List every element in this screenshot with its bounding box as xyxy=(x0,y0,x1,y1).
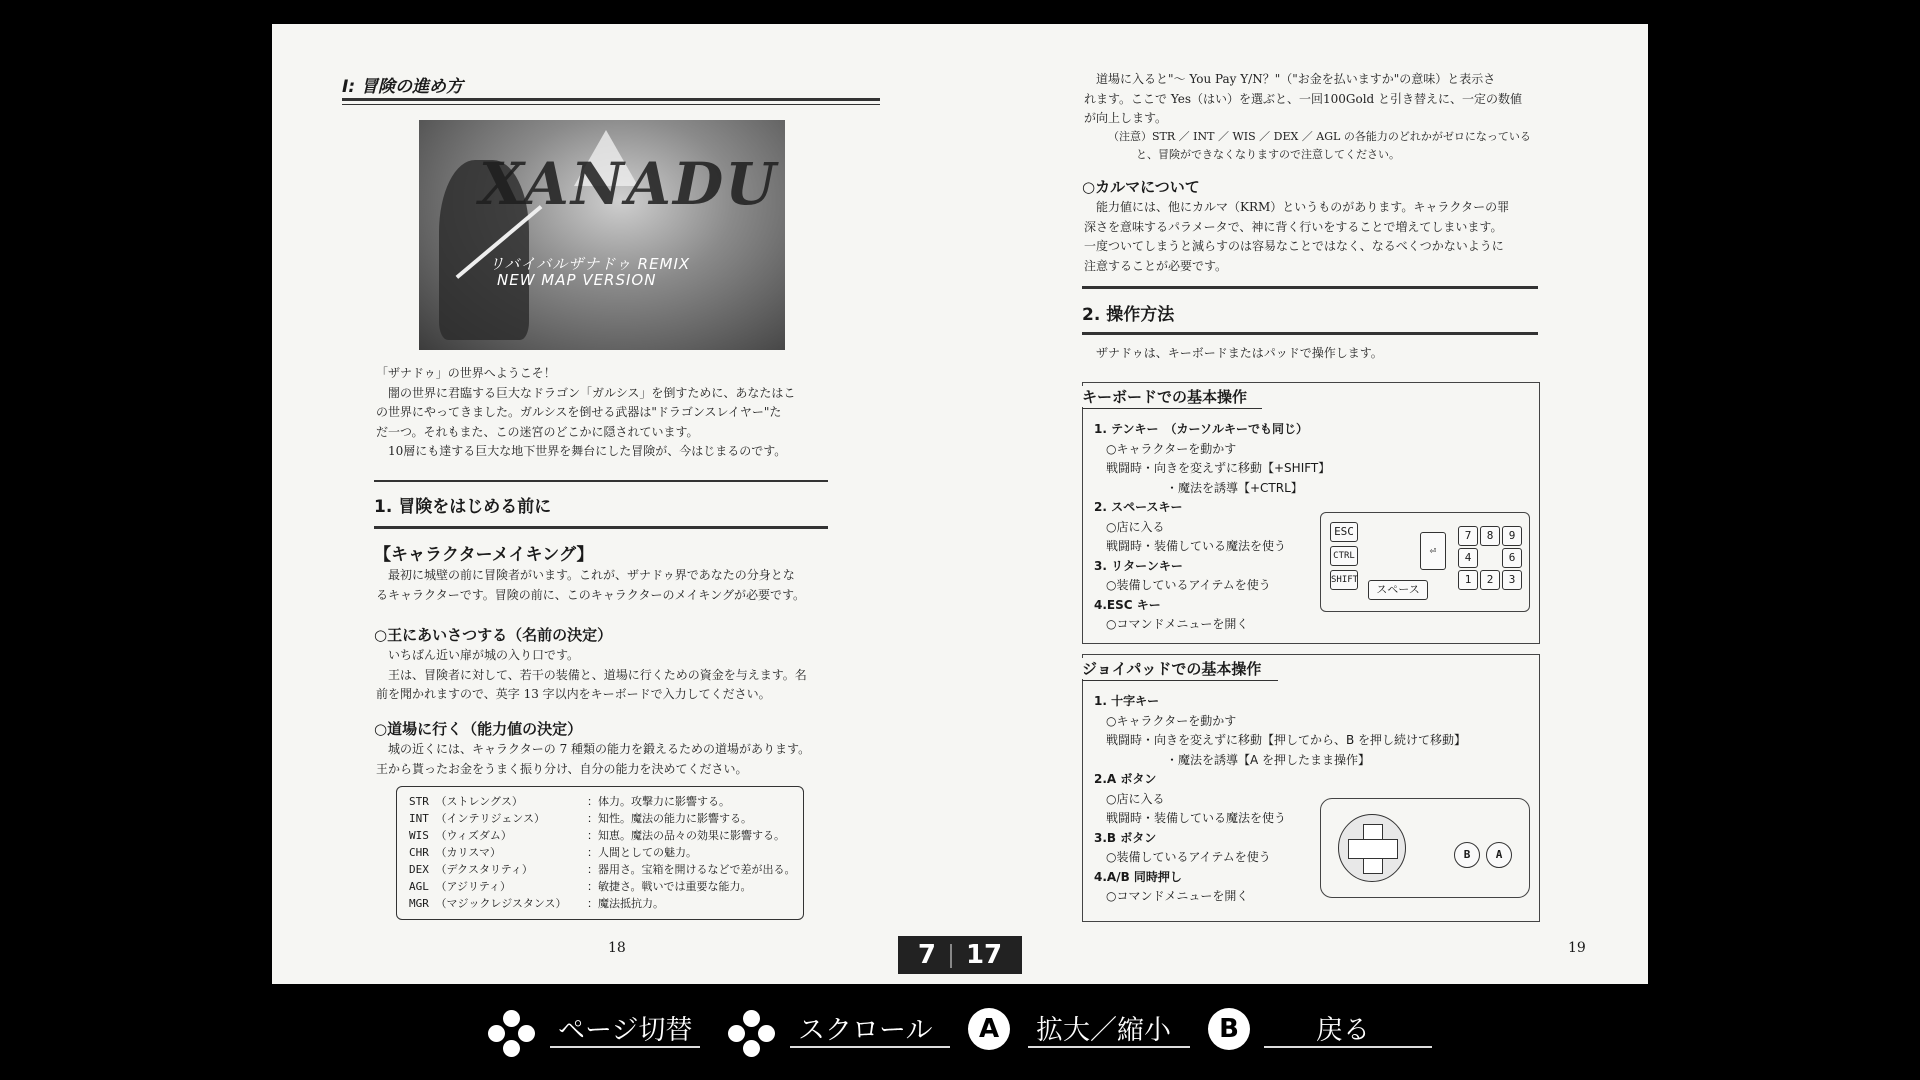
ctrl-key: CTRL xyxy=(1330,546,1358,566)
text-line: 王は、冒険者に対して、若干の装備と、道場に行くための資金を与えます。名 xyxy=(376,667,807,682)
text-line: と、冒険ができなくなりますので注意してください。 xyxy=(1136,148,1400,161)
text-line: いちばん近い扉が城の入り口です。 xyxy=(376,648,580,662)
stat-name: DEX （デクスタリティ） xyxy=(409,863,533,876)
joypad-item: ・魔法を誘導【A を押したまま操作】 xyxy=(1094,753,1371,767)
joypad-item: ○キャラクターを動かす xyxy=(1094,714,1237,728)
shift-key: SHIFT xyxy=(1330,570,1358,590)
panel-title-rule xyxy=(1082,680,1278,681)
game-logo: XANADU xyxy=(479,150,778,218)
stat-name: CHR （カリスマ） xyxy=(409,846,502,859)
logo-subtitle: リバイバルザナドゥ REMIX xyxy=(489,255,691,273)
page-number: 18 xyxy=(608,940,626,956)
back-label: 戻る xyxy=(1316,1015,1370,1046)
manual-page-left xyxy=(272,24,960,984)
caution-text xyxy=(1108,128,1578,164)
intro-text xyxy=(376,364,876,462)
control-underline xyxy=(550,1046,700,1048)
text-line: が向上します。 xyxy=(1084,111,1168,125)
numpad-9: 9 xyxy=(1502,526,1522,546)
stat-desc: ：知性。魔法の能力に影響する。 xyxy=(587,812,752,825)
joypad-panel-title: ジョイパッドでの基本操作 xyxy=(1082,658,1269,679)
zoom-label: 拡大／縮小 xyxy=(1036,1015,1171,1046)
page-counter xyxy=(898,936,1022,974)
numpad-6: 6 xyxy=(1502,548,1522,568)
stat-desc: ：知恵。魔法の品々の効果に影響する。 xyxy=(587,829,785,842)
page-switch-control[interactable] xyxy=(488,1004,712,1048)
section-title: Ⅰ: 冒険の進め方 xyxy=(342,77,464,97)
return-key-icon: ⏎ xyxy=(1420,532,1446,570)
section-rule-thin xyxy=(342,104,880,105)
manual-spread[interactable] xyxy=(272,24,1648,984)
numpad-1: 1 xyxy=(1458,570,1478,590)
controls-bar xyxy=(0,1000,1920,1080)
text-line: だ一つ。それもまた、この迷宮のどこかに隠されています。 xyxy=(376,424,699,439)
stat-row xyxy=(409,861,796,877)
pad-b-button: B xyxy=(1454,842,1480,868)
operations-intro: ザナドゥは、キーボードまたはパッドで操作します。 xyxy=(1084,346,1383,360)
stat-name: AGL （アジリティ） xyxy=(409,880,511,893)
stat-row xyxy=(409,895,664,911)
joypad-item: 戦闘時・向きを変えずに移動【押してから、B を押し続けて移動】 xyxy=(1094,733,1467,747)
text-line: 城の近くには、キャラクターの 7 種類の能力を鍛えるための道場があります。 xyxy=(376,742,811,756)
text-line: 「ザナドゥ」の世界へようこそ！ xyxy=(376,366,556,380)
keyboard-item: ○コマンドメニューを開く xyxy=(1094,617,1249,631)
dpad-clover-icon xyxy=(488,1010,534,1056)
keyboard-item: 4.ESC キー xyxy=(1094,598,1161,612)
text-line: 前を聞かれますので、英字 13 字以内をキーボードで入力してください。 xyxy=(376,687,771,701)
text-line: 注意することが必要です。 xyxy=(1084,258,1228,273)
dpad-icon xyxy=(1338,814,1406,882)
joypad-item: 2.A ボタン xyxy=(1094,772,1157,786)
ops-rule-upper xyxy=(1082,286,1538,289)
keyboard-item: ○店に入る xyxy=(1094,520,1165,534)
heading-operations: 2. 操作方法 xyxy=(1082,305,1175,325)
subheading-karma: ○カルマについて xyxy=(1082,178,1200,196)
text-line: 道場に入ると"～ You Pay Y/N？"（"お金を払いますか"の意味）と表示さ xyxy=(1084,72,1496,86)
space-key: スペース xyxy=(1368,580,1428,600)
section-rule xyxy=(342,98,880,101)
joypad-item: ○店に入る xyxy=(1094,792,1165,806)
joypad-item: 4.A/B 同時押し xyxy=(1094,870,1182,884)
character-text xyxy=(376,566,876,605)
current-page: 7 xyxy=(917,940,936,970)
subheading-king: ○王にあいさつする（名前の決定） xyxy=(374,626,613,644)
stat-row xyxy=(409,793,730,809)
stat-name: INT （インテリジェンス） xyxy=(409,812,545,825)
stat-row xyxy=(409,878,752,894)
a-button-icon: A xyxy=(968,1008,1010,1050)
joypad-item: 3.B ボタン xyxy=(1094,831,1157,845)
heading-rule-top xyxy=(374,480,828,482)
subheading-dojo: ○道場に行く（能力値の決定） xyxy=(374,720,583,738)
text-line: 闇の世界に君臨する巨大なドラゴン「ガルシス」を倒すために、あなたはこ xyxy=(376,385,796,400)
keyboard-item: ○キャラクターを動かす xyxy=(1094,442,1237,456)
joypad-item: 戦闘時・装備している魔法を使う xyxy=(1094,811,1287,825)
stat-desc: ：人間としての魅力。 xyxy=(587,846,697,859)
keyboard-item: ・魔法を誘導【+CTRL】 xyxy=(1094,481,1303,495)
control-underline xyxy=(790,1046,950,1048)
stat-row xyxy=(409,844,697,860)
keyboard-item: 1. テンキー （カーソルキーでも同じ） xyxy=(1094,422,1309,436)
karma-text xyxy=(1084,198,1564,276)
text-line: 王から貰ったお金をうまく振り分け、自分の能力を決めてください。 xyxy=(376,761,748,776)
zoom-control[interactable] xyxy=(968,1004,1198,1048)
page-switch-label: ページ切替 xyxy=(558,1015,693,1046)
scroll-control[interactable] xyxy=(728,1004,952,1048)
dojo-text xyxy=(376,740,876,779)
stat-desc: ：器用さ。宝箱を開けるなどで差が出る。 xyxy=(587,863,796,876)
stick-clover-icon xyxy=(728,1010,774,1056)
text-line: 10層にも達する巨大な地下世界を舞台にした冒険が、今はじまるのです。 xyxy=(376,444,787,458)
text-line: の世界にやってきました。ガルシスを倒せる武器は"ドラゴンスレイヤー"た xyxy=(376,405,782,419)
numpad-8: 8 xyxy=(1480,526,1500,546)
text-line: れます。ここで Yes（はい）を選ぶと、一回100Gold と引き替えに、一定の数値 xyxy=(1084,91,1523,106)
keyboard-item: 2. スペースキー xyxy=(1094,500,1183,514)
king-text xyxy=(376,646,876,705)
panel-title-rule xyxy=(1082,408,1262,409)
counter-divider xyxy=(950,944,952,968)
keyboard-item: 3. リターンキー xyxy=(1094,559,1183,573)
pad-a-button: A xyxy=(1486,842,1512,868)
numpad-7: 7 xyxy=(1458,526,1478,546)
back-control[interactable] xyxy=(1208,1004,1440,1048)
keyboard-item: 戦闘時・装備している魔法を使う xyxy=(1094,539,1287,553)
scroll-label: スクロール xyxy=(798,1015,933,1046)
text-line: るキャラクターです。冒険の前に、このキャラクターのメイキングが必要です。 xyxy=(376,587,806,602)
total-pages: 17 xyxy=(965,940,1003,970)
logo-subtitle-2: NEW MAP VERSION xyxy=(497,271,657,289)
heading-rule-bottom xyxy=(374,526,828,529)
text-line: （注意）STR ／ INT ／ WIS ／ DEX ／ AGL の各能力のどれかがゼロになっている xyxy=(1108,130,1531,143)
keyboard-item: ○装備しているアイテムを使う xyxy=(1094,578,1271,592)
control-underline xyxy=(1028,1046,1190,1048)
page-number: 19 xyxy=(1568,940,1586,956)
stat-name: MGR （マジックレジスタンス） xyxy=(409,897,567,910)
joypad-item: ○装備しているアイテムを使う xyxy=(1094,850,1271,864)
b-button-icon: B xyxy=(1208,1008,1250,1050)
stat-name: WIS （ウィズダム） xyxy=(409,829,512,842)
keyboard-panel-title: キーボードでの基本操作 xyxy=(1082,386,1255,407)
stat-row xyxy=(409,827,785,843)
stat-desc: ：敏捷さ。戦いでは重要な能力。 xyxy=(587,880,752,893)
text-line: 一度ついてしまうと減らすのは容易なことではなく、なるべくつかないように xyxy=(1084,239,1504,253)
control-underline xyxy=(1264,1046,1432,1048)
joypad-item: ○コマンドメニューを開く xyxy=(1094,889,1249,903)
dpad-horizontal xyxy=(1348,839,1398,859)
ops-rule-lower xyxy=(1082,332,1538,335)
manual-page-right xyxy=(960,24,1648,984)
stats-table xyxy=(396,786,804,920)
numpad-4: 4 xyxy=(1458,548,1478,568)
keyboard-item: 戦闘時・向きを変えずに移動【+SHIFT】 xyxy=(1094,461,1331,475)
stat-name: STR （ストレングス） xyxy=(409,795,523,808)
esc-key: ESC xyxy=(1330,522,1358,542)
text-line: 最初に城壁の前に冒険者がいます。これが、ザナドゥ界であなたの分身とな xyxy=(376,568,795,582)
text-line: 深さを意味するパラメータで、神に背く行いをすることで増えてしまいます。 xyxy=(1084,219,1503,234)
numpad-3: 3 xyxy=(1502,570,1522,590)
text-line: 能力値には、他にカルマ（KRM）というものがあります。キャラクターの罪 xyxy=(1084,200,1510,214)
stat-row xyxy=(409,810,752,826)
joypad-item: 1. 十字キー xyxy=(1094,694,1160,708)
heading-character-making: 【キャラクターメイキング】 xyxy=(374,545,594,565)
stat-desc: ：魔法抵抗力。 xyxy=(587,897,664,910)
dojo-continued-text xyxy=(1084,70,1564,129)
numpad-2: 2 xyxy=(1480,570,1500,590)
title-image xyxy=(419,120,785,350)
heading-before-adventure: 1. 冒険をはじめる前に xyxy=(374,497,552,517)
stat-desc: ：体力。攻撃力に影響する。 xyxy=(587,795,730,808)
